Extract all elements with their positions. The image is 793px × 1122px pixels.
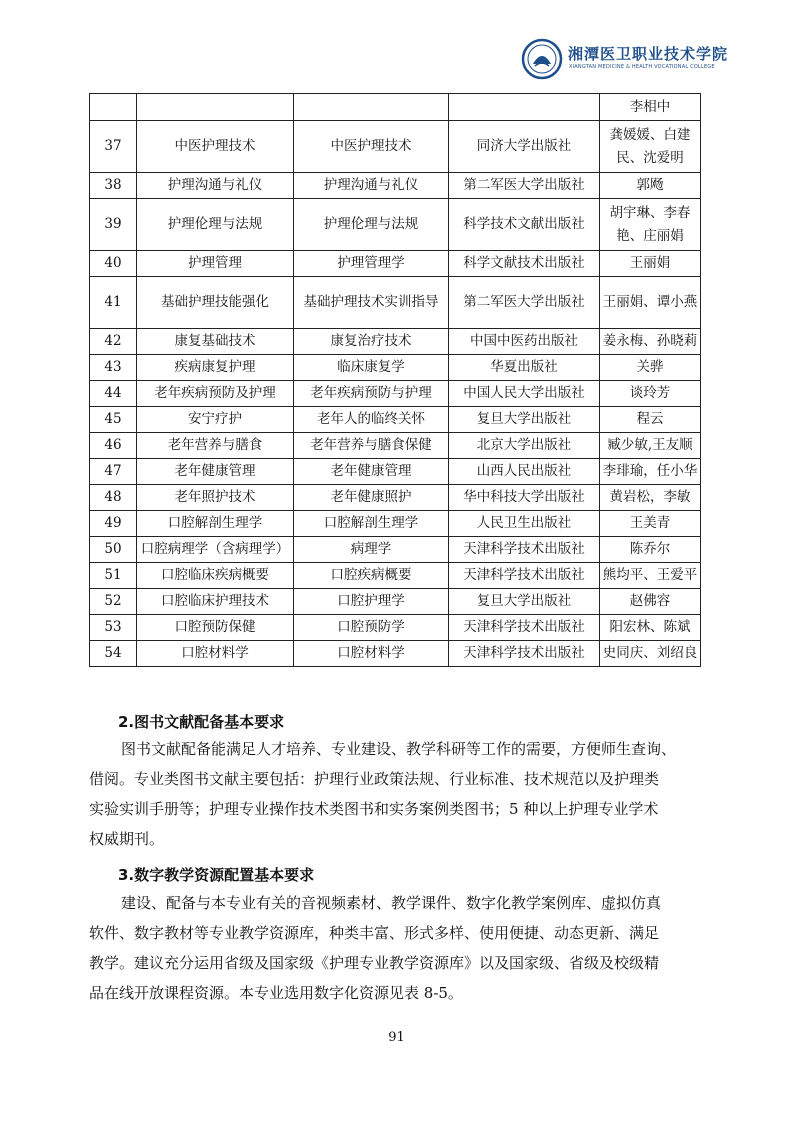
row-number-cell [90, 94, 137, 121]
college-emblem-icon [521, 38, 563, 80]
textbook-title-cell: 老年疾病预防与护理 [294, 381, 449, 407]
publisher-cell: 同济大学出版社 [449, 121, 600, 173]
publisher-cell: 第二军医大学出版社 [449, 173, 600, 199]
textbook-title-cell: 老年健康照护 [294, 485, 449, 511]
table-row [90, 407, 701, 433]
row-number-cell: 41 [90, 277, 137, 329]
paragraph-line: 教学。建议充分运用省级及国家级《护理专业教学资源库》以及国家级、省级及校级精 [89, 954, 660, 972]
row-number-cell: 53 [90, 615, 137, 641]
author-cell: 赵佛容 [600, 589, 701, 615]
row-number-cell: 44 [90, 381, 137, 407]
publisher-cell: 科学文献技术出版社 [449, 251, 600, 277]
publisher-cell: 复旦大学出版社 [449, 407, 600, 433]
course-name-cell [137, 94, 294, 121]
table-row [90, 121, 701, 173]
textbook-title-cell: 老年人的临终关怀 [294, 407, 449, 433]
paragraph-line: 软件、数字教材等专业教学资源库，种类丰富、形式多样、使用便捷、动态更新、满足 [89, 924, 660, 942]
author-cell: 谈玲芳 [600, 381, 701, 407]
course-name-cell: 护理伦理与法规 [137, 199, 294, 251]
table-row [90, 277, 701, 329]
textbook-table [89, 93, 701, 667]
textbook-title-cell: 口腔预防学 [294, 615, 449, 641]
course-name-cell: 老年照护技术 [137, 485, 294, 511]
row-number-cell: 46 [90, 433, 137, 459]
section-3-paragraph [89, 888, 711, 1008]
publisher-cell: 天津科学技术出版社 [449, 641, 600, 667]
author-cell: 李相中 [600, 94, 701, 121]
course-name-cell: 康复基础技术 [137, 329, 294, 355]
course-name-cell: 护理管理 [137, 251, 294, 277]
textbook-title-cell: 老年健康管理 [294, 459, 449, 485]
course-name-cell: 老年健康管理 [137, 459, 294, 485]
row-number-cell: 51 [90, 563, 137, 589]
paragraph-line: 实验实训手册等；护理专业操作技术类图书和实务案例类图书；5 种以上护理专业学术 [89, 800, 659, 818]
course-name-cell: 口腔临床疾病概要 [137, 563, 294, 589]
author-cell: 陈乔尔 [600, 537, 701, 563]
publisher-cell: 山西人民出版社 [449, 459, 600, 485]
table-row [90, 641, 701, 667]
paragraph-line: 图书文献配备能满足人才培养、专业建设、教学科研等工作的需要，方便师生查询、 [121, 740, 677, 758]
paragraph-line: 借阅。专业类图书文献主要包括：护理行业政策法规、行业标准、技术规范以及护理类 [89, 770, 660, 788]
table-row [90, 511, 701, 537]
author-cell: 王丽娟、谭小燕 [600, 277, 701, 329]
author-cell: 程云 [600, 407, 701, 433]
textbook-title-cell: 护理伦理与法规 [294, 199, 449, 251]
course-name-cell: 口腔解剖生理学 [137, 511, 294, 537]
table-row [90, 615, 701, 641]
author-cell: 姜永梅、孙晓莉 [600, 329, 701, 355]
publisher-cell: 北京大学出版社 [449, 433, 600, 459]
college-logo [521, 38, 729, 88]
textbook-title-cell: 口腔护理学 [294, 589, 449, 615]
course-name-cell: 口腔预防保健 [137, 615, 294, 641]
publisher-cell: 天津科学技术出版社 [449, 615, 600, 641]
publisher-cell: 复旦大学出版社 [449, 589, 600, 615]
textbook-title-cell: 中医护理技术 [294, 121, 449, 173]
row-number-cell: 45 [90, 407, 137, 433]
row-number-cell: 50 [90, 537, 137, 563]
course-name-cell: 老年营养与膳食 [137, 433, 294, 459]
author-cell: 王丽娟 [600, 251, 701, 277]
row-number-cell: 48 [90, 485, 137, 511]
textbook-title-cell: 口腔疾病概要 [294, 563, 449, 589]
textbook-title-cell: 护理管理学 [294, 251, 449, 277]
publisher-cell: 天津科学技术出版社 [449, 537, 600, 563]
row-number-cell: 52 [90, 589, 137, 615]
row-number-cell: 37 [90, 121, 137, 173]
author-cell: 龚媛媛、白建民、沈爱明 [600, 121, 701, 173]
author-cell: 郭飏 [600, 173, 701, 199]
course-name-cell: 口腔病理学（含病理学） [137, 537, 294, 563]
row-number-cell: 42 [90, 329, 137, 355]
row-number-cell: 39 [90, 199, 137, 251]
textbook-title-cell [294, 94, 449, 121]
section-2-paragraph [89, 734, 711, 854]
course-name-cell: 口腔临床护理技术 [137, 589, 294, 615]
table-row [90, 459, 701, 485]
textbook-title-cell: 口腔解剖生理学 [294, 511, 449, 537]
row-number-cell: 38 [90, 173, 137, 199]
paragraph-line: 权威期刊。 [89, 830, 165, 848]
textbook-title-cell: 病理学 [294, 537, 449, 563]
table-row [90, 329, 701, 355]
publisher-cell: 中国人民大学出版社 [449, 381, 600, 407]
college-subtitle: XIANGTAN MEDICINE & HEALTH VOCATIONAL COLLEGE [569, 64, 715, 70]
paragraph-line: 建设、配备与本专业有关的音视频素材、教学课件、数字化教学案例库、虚拟仿真 [121, 894, 662, 912]
publisher-cell: 中国中医药出版社 [449, 329, 600, 355]
table-row [90, 381, 701, 407]
course-name-cell: 口腔材料学 [137, 641, 294, 667]
table-row [90, 355, 701, 381]
textbook-title-cell: 基础护理技术实训指导 [294, 277, 449, 329]
publisher-cell: 第二军医大学出版社 [449, 277, 600, 329]
publisher-cell: 科学技术文献出版社 [449, 199, 600, 251]
textbook-title-cell: 老年营养与膳食保健 [294, 433, 449, 459]
author-cell: 胡宇琳、李春艳、庄丽娟 [600, 199, 701, 251]
textbook-title-cell: 临床康复学 [294, 355, 449, 381]
course-name-cell: 安宁疗护 [137, 407, 294, 433]
table-row [90, 537, 701, 563]
textbook-title-cell: 口腔材料学 [294, 641, 449, 667]
author-cell: 熊均平、王爱平 [600, 563, 701, 589]
section-3-heading: 3.数字教学资源配置基本要求 [118, 866, 315, 884]
course-name-cell: 护理沟通与礼仪 [137, 173, 294, 199]
publisher-cell [449, 94, 600, 121]
row-number-cell: 54 [90, 641, 137, 667]
row-number-cell: 43 [90, 355, 137, 381]
table-row [90, 251, 701, 277]
textbook-title-cell: 护理沟通与礼仪 [294, 173, 449, 199]
course-name-cell: 疾病康复护理 [137, 355, 294, 381]
row-number-cell: 47 [90, 459, 137, 485]
table-row [90, 199, 701, 251]
author-cell: 黄岩松，李敏 [600, 485, 701, 511]
row-number-cell: 40 [90, 251, 137, 277]
publisher-cell: 华夏出版社 [449, 355, 600, 381]
row-number-cell: 49 [90, 511, 137, 537]
author-cell: 关骅 [600, 355, 701, 381]
author-cell: 臧少敏,王友顺 [600, 433, 701, 459]
table-row [90, 173, 701, 199]
paragraph-line: 品在线开放课程资源。本专业选用数字化资源见表 8-5。 [89, 984, 463, 1002]
table-row [90, 433, 701, 459]
author-cell: 王美青 [600, 511, 701, 537]
college-name: 湘潭医卫职业技术学院 [568, 45, 729, 63]
author-cell: 史同庆、刘绍良 [600, 641, 701, 667]
page-number: 91 [388, 1030, 405, 1045]
table-row [90, 589, 701, 615]
table-row [90, 563, 701, 589]
textbook-table-body [90, 94, 701, 667]
course-name-cell: 基础护理技能强化 [137, 277, 294, 329]
author-cell: 阳宏林、陈斌 [600, 615, 701, 641]
publisher-cell: 天津科学技术出版社 [449, 563, 600, 589]
publisher-cell: 人民卫生出版社 [449, 511, 600, 537]
textbook-title-cell: 康复治疗技术 [294, 329, 449, 355]
publisher-cell: 华中科技大学出版社 [449, 485, 600, 511]
table-row [90, 485, 701, 511]
section-2-heading: 2.图书文献配备基本要求 [118, 713, 285, 731]
course-name-cell: 中医护理技术 [137, 121, 294, 173]
author-cell: 李琲瑜，任小华 [600, 459, 701, 485]
course-name-cell: 老年疾病预防及护理 [137, 381, 294, 407]
table-row [90, 94, 701, 121]
